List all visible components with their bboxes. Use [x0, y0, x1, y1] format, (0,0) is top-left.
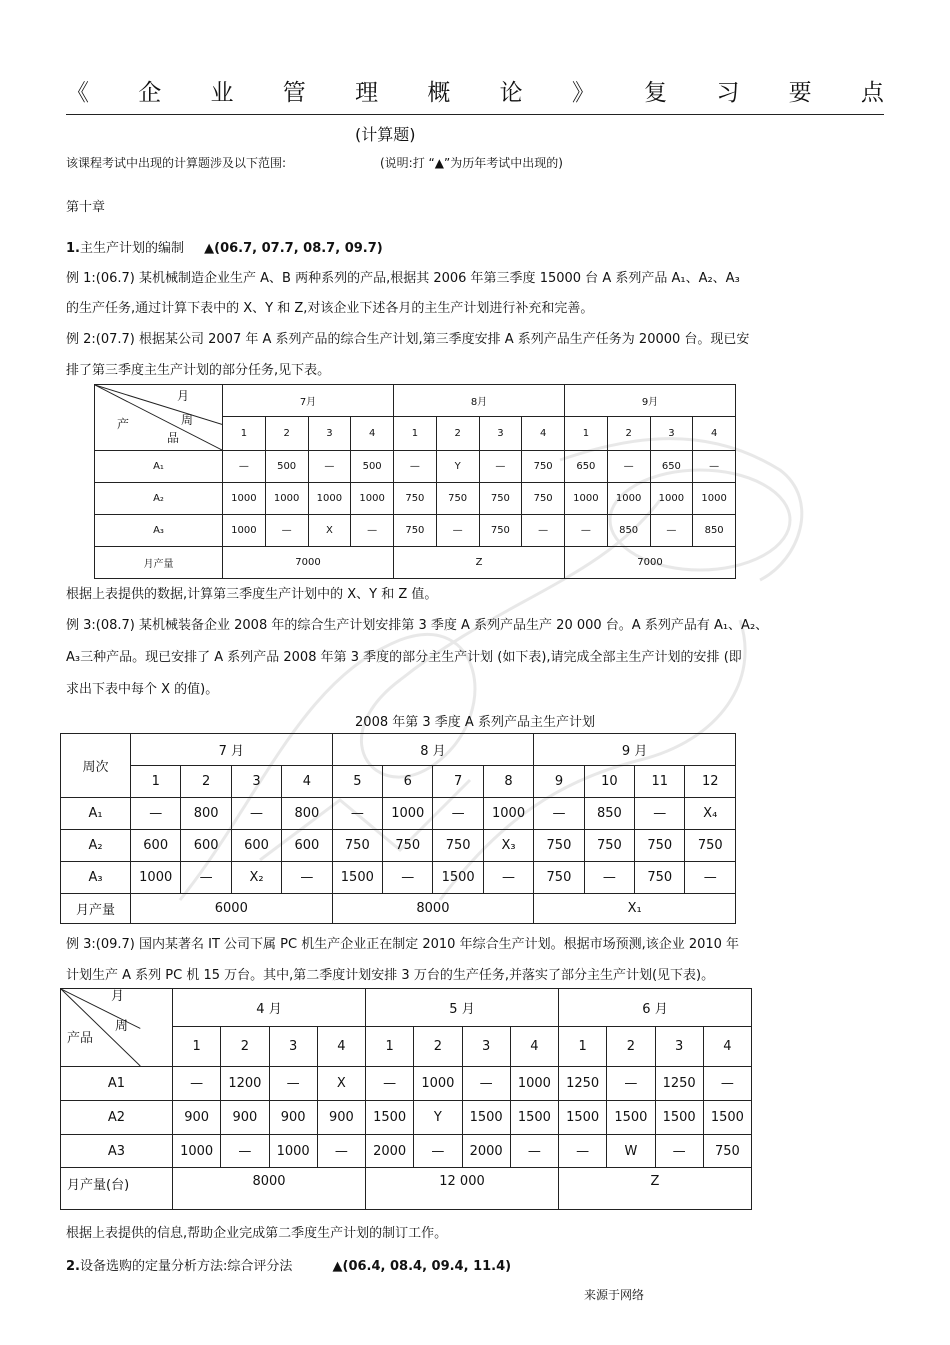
cell: 1000: [607, 483, 650, 515]
section1-title: 主生产计划的编制: [79, 241, 184, 256]
legend-note: (说明:打 “▲”为历年考试中出现的): [380, 156, 563, 170]
total-label: 月产量: [61, 894, 131, 924]
table-row: [61, 862, 736, 894]
week-header: 6: [383, 766, 433, 798]
cell: 750: [522, 483, 565, 515]
ex1-line1: 例 1:(06.7) 某机械制造企业生产 A、B 两种系列的产品,根据其 2006 年第三季度 15000 台 A 系列产品 A₁、A₂、A₃: [66, 271, 740, 286]
cell: 750: [635, 862, 685, 894]
table-total-row: [95, 547, 736, 579]
cell: —: [607, 451, 650, 483]
cell: 1000: [565, 483, 608, 515]
week-header: 3: [231, 766, 281, 798]
title-char: 要: [788, 80, 812, 106]
cell: 2000: [462, 1135, 510, 1168]
cell: —: [534, 798, 584, 830]
cell: 750: [479, 483, 522, 515]
cell: 1500: [332, 862, 382, 894]
cell: 750: [436, 483, 479, 515]
month-header: 5 月: [366, 989, 559, 1027]
cell: —: [317, 1135, 365, 1168]
ex3b-line1: 例 3:(09.7) 国内某著名 IT 公司下属 PC 机生产企业正在制定 2010 年综合生产计划。根据市场预测,该企业 2010 年: [66, 937, 740, 952]
cell: X₃: [483, 830, 533, 862]
month-header: 9月: [565, 385, 736, 417]
cell: —: [685, 862, 736, 894]
cell: —: [332, 798, 382, 830]
cell: —: [436, 515, 479, 547]
diagonal-lines: [95, 385, 222, 450]
cell: 1250: [559, 1067, 607, 1101]
title-char: 《: [66, 80, 89, 106]
cell: 750: [584, 830, 634, 862]
cell: 800: [181, 798, 231, 830]
cell: 1500: [462, 1101, 510, 1135]
cell: 1000: [308, 483, 351, 515]
week-header: 12: [685, 766, 736, 798]
cell: —: [565, 515, 608, 547]
footer-source: 来源于网络: [584, 1288, 645, 1302]
table-total-row: [61, 1168, 752, 1210]
week-header: 1: [366, 1027, 414, 1067]
week-header: 4: [351, 417, 394, 451]
week-header: 1: [559, 1027, 607, 1067]
cell: 1500: [607, 1101, 655, 1135]
week-header: 4: [693, 417, 736, 451]
week-header: 3: [462, 1027, 510, 1067]
total-label: 月产量(台): [61, 1168, 173, 1210]
table1-master-schedule: [94, 384, 736, 579]
cell: 2000: [366, 1135, 414, 1168]
ex3a-line3: 求出下表中每个 X 的值)。: [66, 682, 219, 697]
title-char: 》: [571, 80, 595, 106]
cell: 750: [522, 451, 565, 483]
week-header: 3: [479, 417, 522, 451]
cell: —: [584, 862, 634, 894]
month-header: 7月: [223, 385, 394, 417]
cell: 900: [317, 1101, 365, 1135]
cell: 1500: [433, 862, 483, 894]
table-row: [61, 830, 736, 862]
cell: 750: [383, 830, 433, 862]
table-row: [61, 1101, 752, 1135]
title-char: 习: [716, 80, 740, 106]
month-header: 7 月: [131, 734, 333, 766]
month-header: 4 月: [173, 989, 366, 1027]
month-total: 6000: [131, 894, 333, 924]
cell: 750: [635, 830, 685, 862]
row-label: A2: [61, 1101, 173, 1135]
cell: 750: [394, 483, 437, 515]
cell: —: [131, 798, 181, 830]
week-header: 1: [131, 766, 181, 798]
week-header: 2: [414, 1027, 462, 1067]
cell: —: [703, 1067, 751, 1101]
month-total: Z: [559, 1168, 752, 1210]
week-header: 4: [282, 766, 332, 798]
week-header: 3: [308, 417, 351, 451]
row-label: A₃: [95, 515, 223, 547]
corner-week-label: 周: [115, 1019, 129, 1034]
cell: X₂: [231, 862, 281, 894]
week-header: 4: [317, 1027, 365, 1067]
row-label: A₁: [95, 451, 223, 483]
ex3a-line2: A₃三种产品。现已安排了 A 系列产品 2008 年第 3 季度的部分主生产计划 (如下表),请完成全部主生产计划的安排 (即: [66, 650, 742, 665]
cell: —: [433, 798, 483, 830]
cell: —: [181, 862, 231, 894]
cell: 900: [173, 1101, 221, 1135]
cell: 1000: [510, 1067, 558, 1101]
week-header: 2: [607, 1027, 655, 1067]
cell: 900: [221, 1101, 269, 1135]
section2-years: ▲(06.4, 08.4, 09.4, 11.4): [332, 1259, 512, 1274]
cell: W: [607, 1135, 655, 1168]
cell: —: [231, 798, 281, 830]
cell: —: [265, 515, 308, 547]
ex2-line2: 排了第三季度主生产计划的部分任务,见下表。: [66, 363, 331, 378]
table-row: [61, 1067, 752, 1101]
table1-question: 根据上表提供的数据,计算第三季度生产计划中的 X、Y 和 Z 值。: [66, 587, 438, 602]
chapter-heading: 第十章: [66, 200, 106, 215]
cell: —: [635, 798, 685, 830]
cell: 1000: [414, 1067, 462, 1101]
cell: 750: [703, 1135, 751, 1168]
month-total: 8000: [332, 894, 534, 924]
cell: —: [483, 862, 533, 894]
week-header: 2: [221, 1027, 269, 1067]
table2-corner-header: 周次: [61, 734, 131, 798]
table-row: [95, 483, 736, 515]
cell: 750: [433, 830, 483, 862]
cell: 1000: [383, 798, 433, 830]
week-header: 1: [223, 417, 266, 451]
section2-title: 设备选购的定量分析方法:综合评分法: [79, 1259, 293, 1274]
row-label: A₃: [61, 862, 131, 894]
table-total-row: [61, 894, 736, 924]
month-header: 9 月: [534, 734, 736, 766]
month-total: 8000: [173, 1168, 366, 1210]
corner-week-label: 周: [181, 413, 194, 427]
cell: 750: [534, 830, 584, 862]
title-underline: [66, 114, 884, 115]
table-row: [61, 798, 736, 830]
cell: —: [510, 1135, 558, 1168]
week-header: 5: [332, 766, 382, 798]
cell: —: [394, 451, 437, 483]
week-header: 11: [635, 766, 685, 798]
cell: 750: [685, 830, 736, 862]
title-char: 复: [644, 80, 668, 106]
month-total: 7000: [223, 547, 394, 579]
cell: —: [351, 515, 394, 547]
row-label: A₂: [61, 830, 131, 862]
week-header: 9: [534, 766, 584, 798]
ex1-line2: 的生产任务,通过计算下表中的 X、Y 和 Z,对该企业下述各月的主生产计划进行补充和完善。: [66, 301, 594, 316]
title-char: 点: [860, 80, 884, 106]
cell: 650: [565, 451, 608, 483]
cell: —: [693, 451, 736, 483]
document-title: [66, 74, 884, 107]
table2-caption: 2008 年第 3 季度 A 系列产品主生产计划: [355, 715, 595, 730]
week-header: 1: [394, 417, 437, 451]
title-char: 企: [138, 80, 162, 106]
week-header: 7: [433, 766, 483, 798]
corner-product-label-b: 品: [167, 431, 180, 445]
cell: 600: [181, 830, 231, 862]
cell: —: [282, 862, 332, 894]
month-total: 12 000: [366, 1168, 559, 1210]
total-label: 月产量: [95, 547, 223, 579]
cell: 1000: [650, 483, 693, 515]
cell: X: [308, 515, 351, 547]
week-header: 10: [584, 766, 634, 798]
cell: 800: [282, 798, 332, 830]
cell: 1000: [265, 483, 308, 515]
week-header: 8: [483, 766, 533, 798]
week-header: 2: [607, 417, 650, 451]
ex2-line1: 例 2:(07.7) 根据某公司 2007 年 A 系列产品的综合生产计划,第三季度安排 A 系列产品生产任务为 20000 台。现已安: [66, 332, 750, 347]
subtitle: (计算题): [355, 125, 416, 144]
table3-corner-header: [61, 989, 173, 1067]
cell: —: [366, 1067, 414, 1101]
section1-heading: [66, 237, 383, 256]
cell: 1000: [173, 1135, 221, 1168]
table-row: [95, 451, 736, 483]
cell: —: [173, 1067, 221, 1101]
cell: 600: [282, 830, 332, 862]
table3-question: 根据上表提供的信息,帮助企业完成第二季度生产计划的制订工作。: [66, 1226, 448, 1241]
corner-product-label: 产品: [67, 1031, 94, 1046]
cell: 1500: [510, 1101, 558, 1135]
month-total: X₁: [534, 894, 736, 924]
corner-month-label: 月: [111, 989, 125, 1004]
cell: X₄: [685, 798, 736, 830]
table-row: [95, 515, 736, 547]
cell: 500: [265, 451, 308, 483]
cell: X: [317, 1067, 365, 1101]
cell: 750: [394, 515, 437, 547]
cell: 900: [269, 1101, 317, 1135]
table3-master-schedule: [60, 988, 752, 1210]
cell: 1000: [483, 798, 533, 830]
cell: 1000: [269, 1135, 317, 1168]
cell: —: [479, 451, 522, 483]
title-char: 业: [210, 80, 234, 106]
ex3b-line2: 计划生产 A 系列 PC 机 15 万台。其中,第二季度计划安排 3 万台的生产任务,并落实了部分主生产计划(见下表)。: [66, 968, 715, 983]
week-header: 2: [265, 417, 308, 451]
cell: —: [414, 1135, 462, 1168]
week-header: 2: [436, 417, 479, 451]
cell: 850: [607, 515, 650, 547]
cell: —: [522, 515, 565, 547]
section2-heading: [66, 1255, 511, 1274]
cell: 600: [131, 830, 181, 862]
month-header: 8月: [394, 385, 565, 417]
week-header: 3: [269, 1027, 317, 1067]
month-header: 6 月: [559, 989, 752, 1027]
title-char: 理: [355, 80, 379, 106]
section1-number: 1.: [66, 241, 80, 256]
week-header: 1: [565, 417, 608, 451]
table-row: [61, 1135, 752, 1168]
cell: 850: [584, 798, 634, 830]
month-total: Z: [394, 547, 565, 579]
week-header: 2: [181, 766, 231, 798]
week-header: 4: [703, 1027, 751, 1067]
table1-corner-header: [95, 385, 223, 451]
cell: —: [559, 1135, 607, 1168]
cell: —: [383, 862, 433, 894]
row-label: A3: [61, 1135, 173, 1168]
intro-text: 该课程考试中出现的计算题涉及以下范围:: [66, 156, 287, 170]
cell: 500: [351, 451, 394, 483]
cell: 1000: [223, 483, 266, 515]
cell: 650: [650, 451, 693, 483]
month-total: 7000: [565, 547, 736, 579]
cell: 1000: [131, 862, 181, 894]
corner-product-label-a: 产: [117, 417, 130, 431]
cell: —: [650, 515, 693, 547]
row-label: A₂: [95, 483, 223, 515]
week-header: 1: [173, 1027, 221, 1067]
row-label: A₁: [61, 798, 131, 830]
cell: 1500: [703, 1101, 751, 1135]
cell: 850: [693, 515, 736, 547]
ex3a-line1: 例 3:(08.7) 某机械装备企业 2008 年的综合生产计划安排第 3 季度 A 系列产品生产 20 000 台。A 系列产品有 A₁、A₂、: [66, 618, 769, 633]
corner-month-label: 月: [177, 389, 190, 403]
cell: —: [607, 1067, 655, 1101]
cell: 1500: [366, 1101, 414, 1135]
cell: —: [308, 451, 351, 483]
week-header: 4: [510, 1027, 558, 1067]
cell: 750: [332, 830, 382, 862]
cell: 600: [231, 830, 281, 862]
cell: 750: [479, 515, 522, 547]
cell: —: [269, 1067, 317, 1101]
cell: 1200: [221, 1067, 269, 1101]
week-header: 3: [655, 1027, 703, 1067]
cell: —: [223, 451, 266, 483]
row-label: A1: [61, 1067, 173, 1101]
cell: Y: [414, 1101, 462, 1135]
cell: 1500: [559, 1101, 607, 1135]
title-char: 管: [282, 80, 306, 106]
cell: Y: [436, 451, 479, 483]
cell: —: [655, 1135, 703, 1168]
title-char: 概: [427, 80, 451, 106]
cell: 1250: [655, 1067, 703, 1101]
cell: 1000: [351, 483, 394, 515]
table2-master-schedule: [60, 733, 736, 924]
cell: 750: [534, 862, 584, 894]
cell: 1000: [693, 483, 736, 515]
week-header: 4: [522, 417, 565, 451]
section2-number: 2.: [66, 1259, 80, 1274]
week-header: 3: [650, 417, 693, 451]
cell: —: [462, 1067, 510, 1101]
section1-years: ▲(06.7, 07.7, 08.7, 09.7): [204, 241, 383, 256]
cell: 1500: [655, 1101, 703, 1135]
title-char: 论: [499, 80, 523, 106]
cell: 1000: [223, 515, 266, 547]
month-header: 8 月: [332, 734, 534, 766]
cell: —: [221, 1135, 269, 1168]
